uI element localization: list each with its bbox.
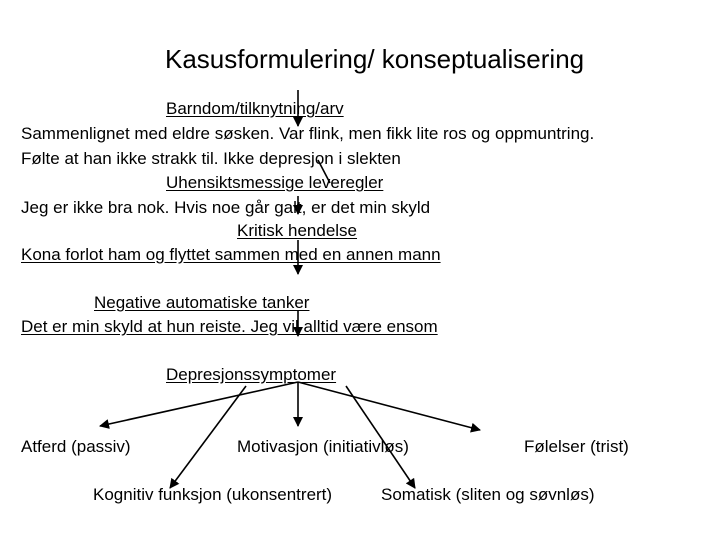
heading-symptoms: Depresjonssymptomer [166,365,337,384]
heading-critical-event: Kritisk hendelse [237,221,358,240]
arrow-to-rules-heading [318,160,330,183]
critical-event-line-1: Kona forlot ham og flyttet sammen med en annen mann [21,245,441,264]
heading-childhood: Barndom/tilknytning/arv [166,99,344,118]
page-title: Kasusformulering/ konseptualisering [165,44,585,74]
arrow-to-feelings [298,382,480,430]
heading-rules: Uhensiktsmessige leveregler [166,173,384,192]
childhood-line-1: Sammenlignet med eldre søsken. Var flink, men fikk lite ros og oppmuntring. [21,124,595,143]
symptom-feelings: Følelser (trist) [524,437,629,456]
symptom-motivation: Motivasjon (initiativløs) [237,437,409,456]
symptom-cognitive: Kognitiv funksjon (ukonsentrert) [93,485,333,504]
arrow-to-behavior [100,382,298,426]
arrow-to-somatic [346,386,415,488]
symptom-somatic: Somatisk (sliten og søvnløs) [381,485,595,504]
childhood-line-2: Følte at han ikke strakk til. Ikke depresjon i slekten [21,149,401,168]
negative-thoughts-line-1: Det er min skyld at hun reiste. Jeg vil alltid være ensom [21,317,438,336]
rules-line-1: Jeg er ikke bra nok. Hvis noe går galt, er det min skyld [21,198,431,217]
symptom-behavior: Atferd (passiv) [21,437,131,456]
heading-negative-thoughts: Negative automatiske tanker [94,293,310,312]
